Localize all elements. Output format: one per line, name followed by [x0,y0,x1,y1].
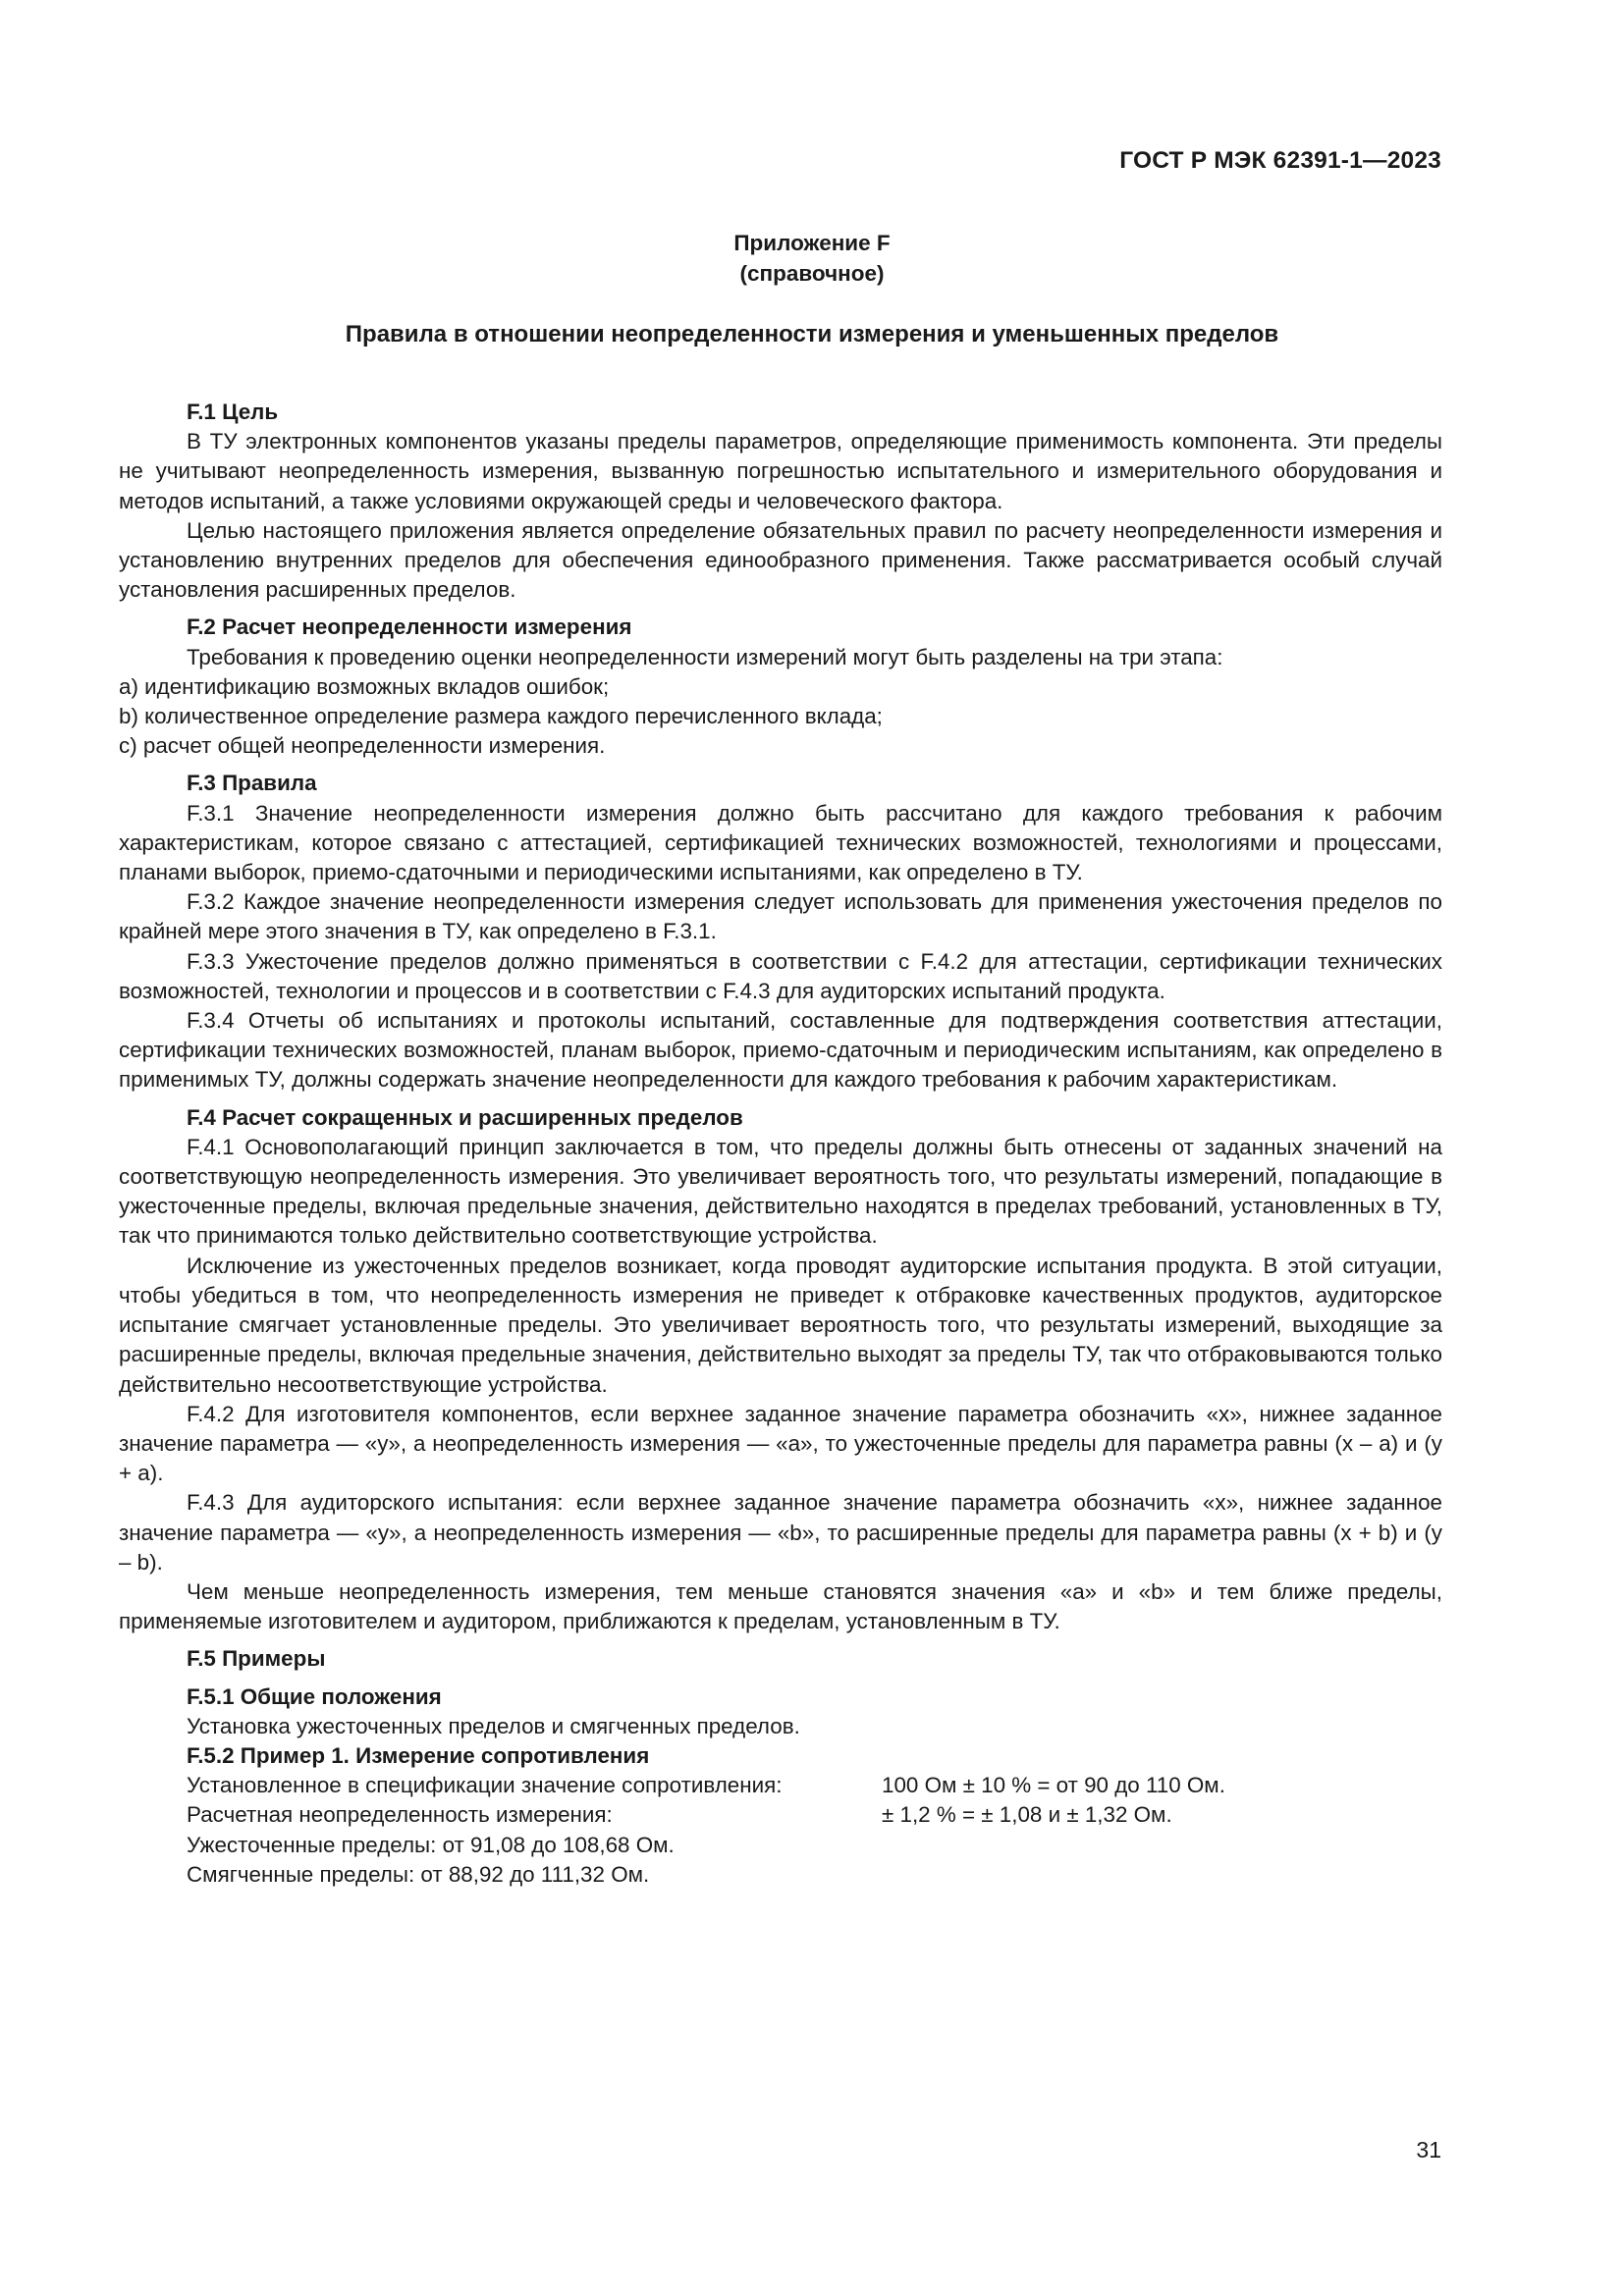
example-row [119,1800,1442,1830]
annex-label: Приложение F [733,231,891,255]
example-label: Расчетная неопределенность измерения: [187,1802,613,1828]
example-line: Ужесточенные пределы: от 91,08 до 108,68 Ом. [187,1832,675,1857]
page-number: 31 [1416,2137,1441,2163]
paragraph: F.3.4 Отчеты об испытаниях и протоколы испытаний, составленные для подтверждения соответствия аттестации, сертификации технических возможностей, планам выборок, приемо-сдаточным и периодическим испытаниям, как определено в применимых ТУ, должны содержать значение неопределенности для каждого требования к рабочим характеристикам. [119,1008,1442,1093]
section-heading-f5: F.5 Примеры [187,1646,326,1672]
section-heading-f4: F.4 Расчет сокращенных и расширенных пределов [187,1104,743,1130]
annex-type: (справочное) [739,261,885,286]
annex-heading [0,228,1624,289]
example-value: ± 1,2 % = ± 1,08 и ± 1,32 Ом. [882,1802,1172,1828]
section-heading-f3: F.3 Правила [187,771,317,796]
paragraph: Требования к проведению оценки неопределенности измерений могут быть разделены на три этапа: [187,644,1223,669]
list-item: c) расчет общей неопределенности измерения. [119,733,606,759]
subsection-heading-f5-1: F.5.1 Общие положения [187,1683,442,1709]
paragraph: F.4.3 Для аудиторского испытания: если верхнее заданное значение параметра обозначить «x», нижнее заданное значение параметра — «y», а неопределенность измерения — «b», то расширенные пределы для параметра равны (x + b) и (y – b). [119,1490,1442,1575]
example-line: Смягченные пределы: от 88,92 до 111,32 Ом. [187,1861,650,1887]
paragraph: F.3.2 Каждое значение неопределенности измерения следует использовать для применения ужесточения пределов по крайней мере этого значения в ТУ, как определено в F.3.1. [119,889,1442,944]
paragraph: F.3.3 Ужесточение пределов должно применяться в соответствии с F.4.2 для аттестации, сертификации технических возможностей, технологии и процессов и в соответствии с F.4.3 для аудиторских испытаний продукта. [119,948,1442,1003]
paragraph: F.3.1 Значение неопределенности измерения должно быть рассчитано для каждого требования к рабочим характеристикам, которое связано с аттестацией, сертификацией технических возможностей, технологиями и процессами, планами выборок, приемо-сдаточными и периодическими испытаниями, как определено в ТУ. [119,800,1442,885]
section-heading-f2: F.2 Расчет неопределенности измерения [187,614,632,640]
document-body [119,398,1442,1890]
example-label: Установленное в спецификации значение сопротивления: [187,1773,783,1798]
section-heading-f1: F.1 Цель [187,400,279,424]
subsection-heading-f5-2: F.5.2 Пример 1. Измерение сопротивления [187,1742,650,1768]
paragraph: F.4.2 Для изготовителя компонентов, если верхнее заданное значение параметра обозначить «x», нижнее заданное значение параметра — «y», а неопределенность измерения — «a», то ужесточенные пределы для параметра равны (x – a) и (y + a). [119,1401,1442,1486]
standard-designation: ГОСТ Р МЭК 62391-1—2023 [1119,147,1441,174]
paragraph: Исключение из ужесточенных пределов возникает, когда проводят аудиторские испытания продукта. В этой ситуации, чтобы убедиться в том, что неопределенность измерения не приведет к отбраковке качественных продуктов, аудиторское испытание смягчает установленные пределы. Это увеличивает вероятность того, что результаты измерений, выходящие за расширенные пределы, включая предельные значения, действительно выходят за пределы ТУ, так что отбраковываются только действительно несоответствующие устройства. [119,1253,1442,1397]
paragraph: Чем меньше неопределенность измерения, тем меньше становятся значения «a» и «b» и тем ближе пределы, применяемые изготовителем и аудитором, приближаются к пределам, установленным в ТУ. [119,1578,1442,1634]
example-value: 100 Ом ± 10 % = от 90 до 110 Ом. [882,1773,1225,1798]
list-item: a) идентификацию возможных вкладов ошибок; [119,673,610,699]
paragraph: F.4.1 Основополагающий принцип заключается в том, что пределы должны быть отнесены от заданных значений на соответствующую неопределенность измерения. Это увеличивает вероятность того, что результаты измерений, попадающие в ужесточенные пределы, включая предельные значения, действительно находятся в пределах требований, установленных в ТУ, так что принимаются только действительно соответствующие устройства. [119,1134,1442,1249]
paragraph: Установка ужесточенных пределов и смягченных пределов. [187,1713,800,1738]
paragraph: Целью настоящего приложения является определение обязательных правил по расчету неопределенности измерения и установлению внутренних пределов для обеспечения единообразного применения. Также рассматривается особый случай установления расширенных пределов. [119,517,1442,603]
annex-title: Правила в отношении неопределенности измерения и уменьшенных пределов [345,321,1279,347]
paragraph: В ТУ электронных компонентов указаны пределы параметров, определяющие применимость компонента. Эти пределы не учитывают неопределенность измерения, вызванную погрешностью испытательного и измерительного оборудования и методов испытаний, а также условиями окружающей среды и человеческого фактора. [119,429,1442,513]
example-row [119,1771,1442,1800]
list-item: b) количественное определение размера каждого перечисленного вклада; [119,704,883,729]
